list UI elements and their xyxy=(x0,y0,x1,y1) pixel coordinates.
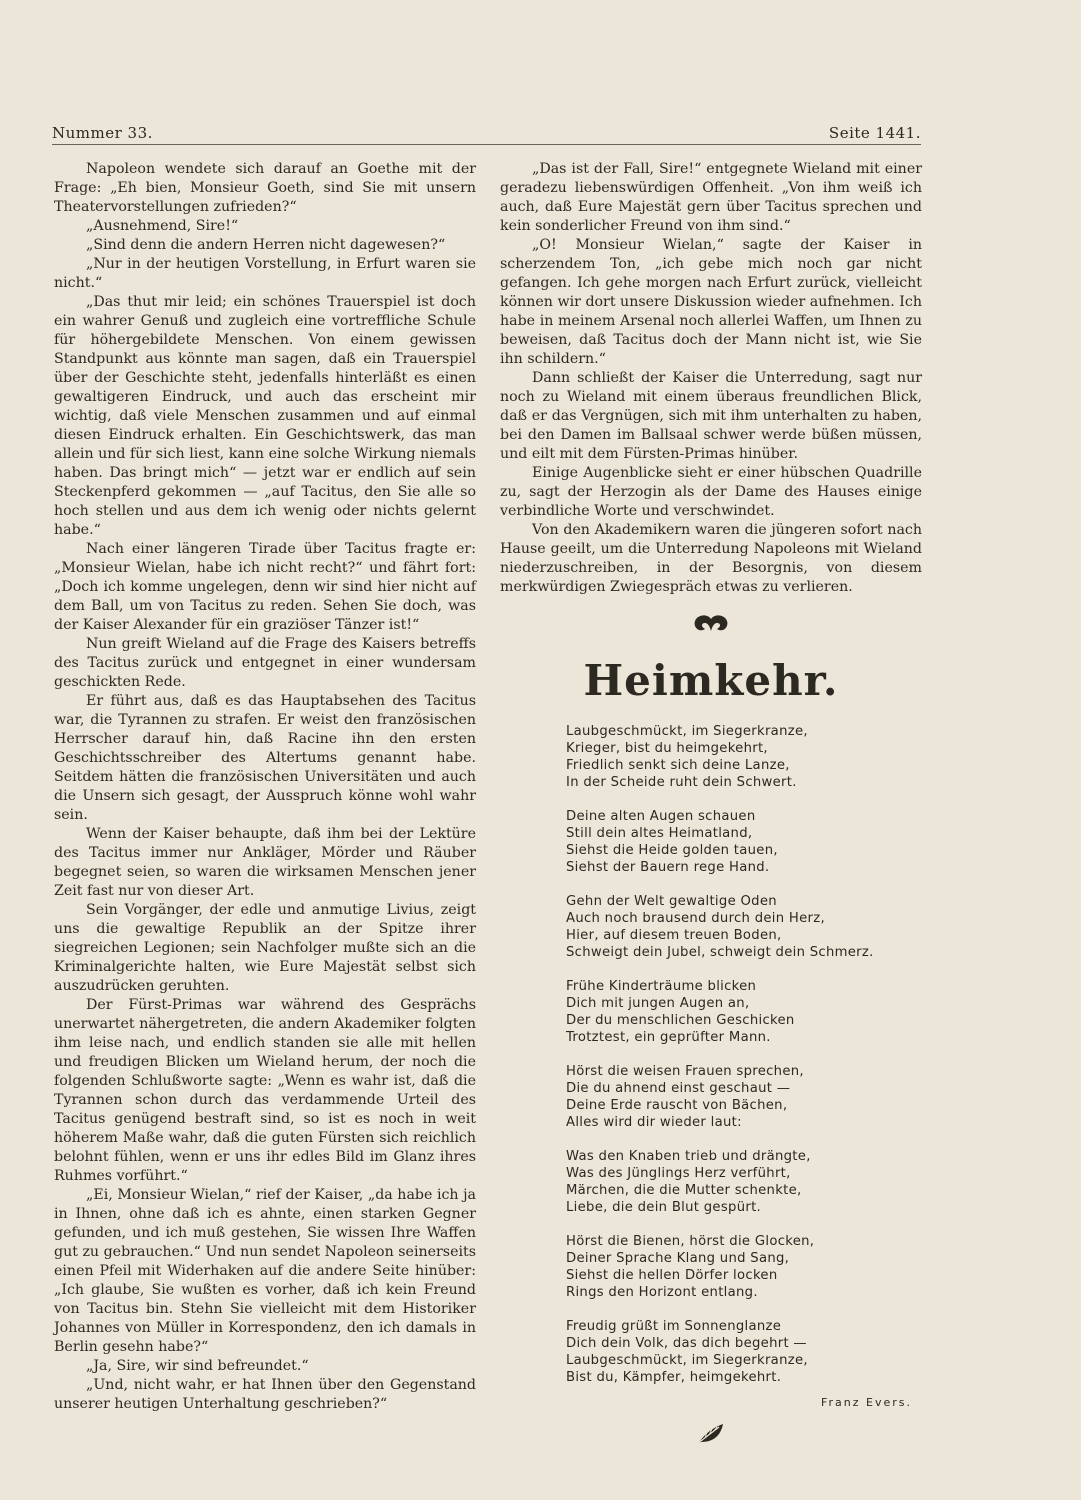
verse-line: Siehst die hellen Dörfer locken xyxy=(566,1268,778,1283)
verse-line: Hörst die Bienen, hörst die Glocken, xyxy=(566,1234,815,1249)
issue-number: Nummer 33. xyxy=(52,124,153,142)
paragraph: „Das ist der Fall, Sire!“ entgegnete Wieland mit einer geradezu liebenswürdigen Offenheit. „Von ihm weiß ich auch, daß Eure Majestät gern über Tacitus sprechen und kein sonderlicher Freund von ihm sind.“ xyxy=(500,161,922,234)
verse-line: Deiner Sprache Klang und Sang, xyxy=(566,1251,790,1266)
page-header xyxy=(52,124,921,145)
verse-line: Die du ahnend einst geschaut — xyxy=(566,1081,791,1096)
ornament-icon xyxy=(500,613,922,643)
verse-line: Was des Jünglings Herz verführt, xyxy=(566,1166,791,1181)
leaf-icon xyxy=(500,1420,922,1452)
paragraph: „Ja, Sire, wir sind befreundet.“ xyxy=(86,1358,309,1374)
verse-line: Gehn der Welt gewaltige Oden xyxy=(566,894,777,909)
paragraph: Nun greift Wieland auf die Frage des Kaisers betreffs des Tacitus zurück und entgegnet in einer wundersam geschickten Rede. xyxy=(54,636,476,690)
paragraph: „Und, nicht wahr, er hat Ihnen über den Gegenstand unserer heutigen Unterhaltung geschrieben?“ xyxy=(54,1377,476,1412)
verse-line: Alles wird dir wieder laut: xyxy=(566,1115,742,1130)
paragraph: „Das thut mir leid; ein schönes Trauerspiel ist doch ein wahrer Genuß und zugleich eine vortreffliche Schule für höhergebildete Menschen. Von einem gewissen Standpunkt aus könnte man sagen, daß ein Trauerspiel über der Geschichte steht, jedenfalls hinterläßt es einen gewaltigeren Eindruck, und auch das erscheint mir wichtig, daß viele Menschen zusammen und auf einmal diesen Eindruck erhalten. Ein Geschichtswerk, das man allein und für sich liest, kann eine solche Wirkung niemals haben. Das bringt mich“ — jetzt war er endlich auf sein Steckenpferd gekommen — „auf Tacitus, den Sie alle so hoch stellen und aus dem ich wenig oder nichts gelernt habe.“ xyxy=(54,294,476,538)
paragraph: „Ausnehmend, Sire!“ xyxy=(86,218,239,234)
paragraph: „Nur in der heutigen Vorstellung, in Erfurt waren sie nicht.“ xyxy=(54,256,476,291)
paragraph: Sein Vorgänger, der edle und anmutige Livius, zeigt uns die gewaltige Republik an der Spitze ihrer siegreichen Legionen; sein Nachfolger mußte sich an die Kriminalgerichte halten, wie Eure Majestät selbst sich auszudrücken geruhten. xyxy=(54,902,476,994)
verse-line: Was den Knaben trieb und drängte, xyxy=(566,1149,811,1164)
verse-line: Auch noch brausend durch dein Herz, xyxy=(566,911,825,926)
verse-line: Friedlich senkt sich deine Lanze, xyxy=(566,758,790,773)
paragraph: „O! Monsieur Wielan,“ sagte der Kaiser in scherzendem Ton, „ich gebe mich noch gar nicht gefangen. Ich gehe morgen nach Erfurt zurück, vielleicht können wir dort unsere Diskussion wieder aufnehmen. Ich habe in meinem Arsenal noch allerlei Waffen, um Ihnen zu beweisen, daß Tacitus doch der Mann nicht ist, wie Sie ihn schildern.“ xyxy=(500,237,922,367)
paragraph: Der Fürst-Primas war während des Gesprächs unerwartet nähergetreten, die andern Akademiker folgten ihm leise nach, und endlich standen sie alle mit hellen und freudigen Blicken um Wieland herum, der noch die folgenden Schlußworte sagte: „Wenn es wahr ist, daß die Tyrannen schon durch das verdammende Urteil des Tacitus genügend bestraft sind, so ist es noch in weit höherem Maße wahr, daß die guten Fürsten sich reichlich belohnt fühlen, wenn er uns ihr edles Bild im Glanz ihres Ruhmes vorführt.“ xyxy=(54,997,476,1184)
right-column xyxy=(500,160,922,1452)
verse-line: Krieger, bist du heimgekehrt, xyxy=(566,741,768,756)
verse-line: Märchen, die die Mutter schenkte, xyxy=(566,1183,802,1198)
stanza xyxy=(566,893,922,961)
stanza xyxy=(566,808,922,876)
paragraph: „Ei, Monsieur Wielan,“ rief der Kaiser, „da habe ich ja in Ihnen, ohne daß ich es ahnte, einen starken Gegner gefunden, und ich muß gestehen, Sie wissen Ihre Waffen gut zu gebrauchen.“ Und nun sendet Napoleon seinerseits einen Pfeil mit Widerhaken auf die andere Seite hinüber: „Ich glaube, Sie wußten es vorher, daß ich kein Freund von Tacitus bin. Stehn Sie vielleicht mit dem Historiker Johannes von Müller in Korrespondenz, den ich damals in Berlin gesehn habe?“ xyxy=(54,1187,476,1355)
verse-line: Hörst die weisen Frauen sprechen, xyxy=(566,1064,804,1079)
verse-line: Rings den Horizont entlang. xyxy=(566,1285,758,1300)
verse-line: Frühe Kinderträume blicken xyxy=(566,979,757,994)
verse-line: Freudig grüßt im Sonnenglanze xyxy=(566,1319,782,1334)
poem xyxy=(566,723,922,1386)
verse-line: Siehst der Bauern rege Hand. xyxy=(566,860,770,875)
paragraph: Dann schließt der Kaiser die Unterredung, sagt nur noch zu Wieland mit einem überaus freundlichen Blick, daß er das Vergnügen, sich mit ihm unterhalten zu haben, bei den Damen im Ballsaal schwer werde büßen müssen, und eilt mit dem Fürsten-Primas hinüber. xyxy=(500,370,922,462)
verse-line: Dich mit jungen Augen an, xyxy=(566,996,750,1011)
poem-author: Franz Evers. xyxy=(820,1396,912,1409)
paragraph: Wenn der Kaiser behaupte, daß ihm bei der Lektüre des Tacitus immer nur Ankläger, Mörder und Räuber begegnet seien, so waren die wirksamen Menschen jener Zeit fast nur von dieser Art. xyxy=(54,826,476,899)
verse-line: Still dein altes Heimatland, xyxy=(566,826,753,841)
verse-line: Hier, auf diesem treuen Boden, xyxy=(566,928,782,943)
paragraph: Einige Augenblicke sieht er einer hübschen Quadrille zu, sagt der Herzogin als der Dame des Hauses einige verbindliche Worte und verschwindet. xyxy=(500,465,922,519)
poem-title: Heimkehr. xyxy=(583,656,839,705)
verse-line: Bist du, Kämpfer, heimgekehrt. xyxy=(566,1370,782,1385)
paragraph: Er führt aus, daß es das Hauptabsehen des Tacitus war, die Tyrannen zu strafen. Er weist den französischen Herrscher darauf hin, daß Racine ihn den ersten Geschichtsschreiber des Altertums genannt habe. Seitdem hätten die französischen Universitäten und auch die Unsern sich gesagt, der Ausspruch könne wohl wahr sein. xyxy=(54,693,476,823)
paragraph: Von den Akademikern waren die jüngeren sofort nach Hause geeilt, um die Unterredung Napoleons mit Wieland niederzuschreiben, in der Besorgnis, von diesem merkwürdigen Zwiegespräch etwas zu verlieren. xyxy=(500,522,922,595)
verse-line: Laubgeschmückt, im Siegerkranze, xyxy=(566,1353,808,1368)
paragraph: „Sind denn die andern Herren nicht dagewesen?“ xyxy=(86,237,446,253)
verse-line: Dich dein Volk, das dich begehrt — xyxy=(566,1336,807,1351)
verse-line: Schweigt dein Jubel, schweigt dein Schmerz. xyxy=(566,945,874,960)
verse-line: Liebe, die dein Blut gespürt. xyxy=(566,1200,762,1215)
stanza xyxy=(566,1318,922,1386)
stanza xyxy=(566,1148,922,1216)
verse-line: Laubgeschmückt, im Siegerkranze, xyxy=(566,724,808,739)
verse-line: Deine alten Augen schauen xyxy=(566,809,756,824)
stanza xyxy=(566,1233,922,1301)
left-column xyxy=(54,160,476,1414)
verse-line: In der Scheide ruht dein Schwert. xyxy=(566,775,797,790)
stanza xyxy=(566,723,922,791)
verse-line: Der du menschlichen Geschicken xyxy=(566,1013,795,1028)
verse-line: Deine Erde rauscht von Bächen, xyxy=(566,1098,788,1113)
paragraph: Nach einer längeren Tirade über Tacitus fragte er: „Monsieur Wielan, habe ich nicht recht?“ und fährt fort: „Doch ich komme ungelegen, denn wir sind hier nicht auf dem Ball, um von Tacitus zu reden. Sehen Sie doch, was der Kaiser Alexander für ein graziöser Tänzer ist!“ xyxy=(54,541,476,633)
verse-line: Trotztest, ein geprüfter Mann. xyxy=(566,1030,771,1045)
paragraph: Napoleon wendete sich darauf an Goethe mit der Frage: „Eh bien, Monsieur Goeth, sind Sie mit unsern Theatervorstellungen zufrieden?“ xyxy=(54,161,476,215)
stanza xyxy=(566,1063,922,1131)
verse-line: Siehst die Heide golden tauen, xyxy=(566,843,778,858)
stanza xyxy=(566,978,922,1046)
page-number: Seite 1441. xyxy=(828,124,921,142)
